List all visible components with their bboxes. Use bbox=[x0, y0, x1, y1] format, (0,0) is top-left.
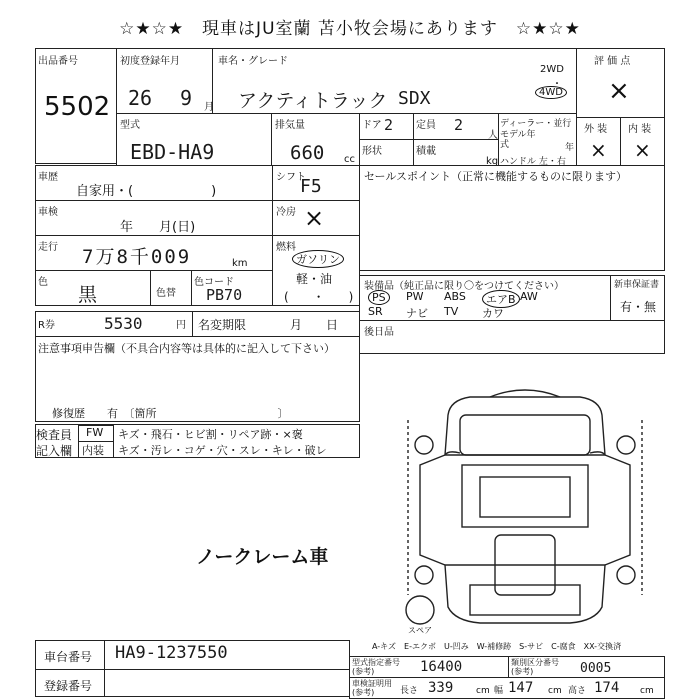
mileage-label: 走行 bbox=[38, 242, 58, 253]
inspector-label-2: 記入欄 bbox=[36, 444, 73, 458]
interior-label: 内 装 bbox=[628, 124, 652, 135]
history-value: 自家用・( ) bbox=[76, 184, 217, 199]
equipment-item: SR bbox=[368, 305, 383, 318]
color-code-label: 色コード bbox=[194, 277, 234, 288]
shift-label: シフト bbox=[276, 172, 306, 183]
car-damage-diagram bbox=[400, 385, 650, 630]
shift-value: F5 bbox=[300, 176, 322, 197]
shape-label: 形状 bbox=[362, 146, 382, 157]
inspection-value: 年 月(日) bbox=[120, 220, 196, 235]
drive-4wd: 4WD bbox=[535, 86, 567, 99]
r-ticket-value: 5530 bbox=[104, 314, 143, 333]
type-designation-value: 16400 bbox=[420, 659, 463, 675]
exterior-label: 外 装 bbox=[584, 124, 608, 135]
length-label: 長さ bbox=[400, 686, 419, 696]
color-code-value: PB70 bbox=[206, 286, 243, 304]
warranty-value: 有・無 bbox=[620, 300, 657, 314]
fw-legend: キズ・飛石・ヒビ割・リペア跡・×褒 bbox=[118, 428, 303, 441]
height-unit: cm bbox=[640, 686, 654, 696]
aircon-value: × bbox=[304, 204, 325, 232]
lot-number: 5502 bbox=[44, 92, 111, 122]
equipment-item: TV bbox=[444, 305, 459, 318]
r-ticket-label: R券 bbox=[38, 320, 55, 331]
grade-value: × bbox=[608, 76, 630, 106]
car-name: アクティトラック bbox=[238, 90, 388, 112]
in-text: 内装 bbox=[82, 444, 104, 457]
lot-label: 出品番号 bbox=[38, 56, 78, 67]
type-designation-label: 型式指定番号(参考) bbox=[352, 658, 400, 676]
car-name-label: 車名・グレード bbox=[218, 56, 288, 67]
load-unit: kg bbox=[486, 156, 499, 167]
class-number-label: 類別区分番号(参考) bbox=[511, 658, 559, 676]
mileage-unit: km bbox=[232, 258, 248, 269]
mileage-value: 7万8千009 bbox=[82, 246, 192, 268]
retrofit-box bbox=[359, 320, 665, 354]
fuel-other: ( ・ ) bbox=[284, 290, 354, 304]
equipment-item: エアB bbox=[482, 290, 520, 308]
width-label: 幅 bbox=[494, 686, 504, 696]
registration-label: 初度登録年月 bbox=[120, 56, 180, 67]
equipment-item: PS bbox=[368, 290, 390, 305]
car-grade: SDX bbox=[398, 88, 431, 109]
equipment-item: ABS bbox=[444, 290, 466, 303]
class-number-value: 0005 bbox=[580, 661, 612, 676]
fuel-gasoline: ガソリン bbox=[292, 250, 344, 268]
color-label: 色 bbox=[38, 277, 48, 288]
repair-label: 修復歴 有 〔箇所 〕 bbox=[52, 407, 289, 420]
load-label: 積載 bbox=[416, 146, 436, 157]
r-ticket-unit: 円 bbox=[176, 320, 186, 331]
sales-point-label: セールスポイント（正常に機能するものに限ります） bbox=[364, 170, 628, 183]
equipment-item: ナビ bbox=[406, 307, 428, 320]
length-value: 339 bbox=[428, 680, 454, 696]
aircon-label: 冷房 bbox=[276, 207, 296, 218]
grade-label: 評 価 点 bbox=[594, 56, 631, 67]
color-value: 黒 bbox=[78, 284, 98, 306]
registration-month: 9 bbox=[180, 86, 193, 110]
capacity-unit: 人 bbox=[488, 130, 498, 141]
engine-value: 660 bbox=[290, 142, 325, 164]
damage-legend: A-キズ E-エクボ U-凹み W-補修跡 S-サビ C-腐食 XX-交換済 bbox=[372, 642, 622, 651]
reg-number-label: 登録番号 bbox=[44, 679, 93, 693]
engine-unit: cc bbox=[344, 154, 355, 165]
name-change-label: 名変期限 bbox=[198, 318, 247, 332]
door-label: ドア bbox=[362, 120, 382, 131]
chassis-value: HA9-1237550 bbox=[115, 643, 228, 663]
model-year-label: モデル年式 bbox=[500, 130, 536, 150]
color-change-label: 色替 bbox=[156, 288, 176, 299]
model-label: 型式 bbox=[120, 120, 140, 131]
page-title: ☆★☆★ 現車はJU室蘭 苫小牧会場にあります ☆★☆★ bbox=[119, 19, 581, 39]
inspection-label: 車検 bbox=[38, 207, 58, 218]
notes-label: 注意事項申告欄（不具合内容等は具体的に記入して下さい） bbox=[38, 342, 335, 355]
model-year-unit: 年 bbox=[565, 143, 575, 153]
equipment-item: AW bbox=[520, 290, 538, 303]
equipment-item: PW bbox=[406, 290, 424, 303]
in-legend: キズ・汚レ・コゲ・穴・スレ・キレ・破レ bbox=[118, 444, 327, 457]
fuel-label: 燃料 bbox=[276, 242, 296, 253]
equipment-item: カワ bbox=[482, 307, 504, 320]
width-unit: cm bbox=[548, 686, 562, 696]
equipment-label: 装備品（純正品に限り〇をつけてください） bbox=[364, 281, 564, 292]
model-value: EBD-HA9 bbox=[130, 140, 215, 164]
capacity-value: 2 bbox=[454, 116, 464, 134]
retrofit-label: 後日品 bbox=[364, 327, 394, 338]
width-value: 147 bbox=[508, 680, 534, 696]
spare-label: スペア bbox=[408, 626, 432, 635]
engine-label: 排気量 bbox=[275, 120, 305, 131]
door-value: 2 bbox=[384, 116, 394, 134]
handle-label: ハンドル 左・右 bbox=[500, 157, 566, 167]
drive-dot: ・ bbox=[552, 79, 562, 90]
chassis-label: 車台番号 bbox=[44, 650, 93, 664]
name-change-value: 月 日 bbox=[290, 318, 339, 332]
exterior-value: × bbox=[590, 138, 607, 162]
fuel-diesel: 軽・油 bbox=[296, 272, 333, 286]
drive-2wd: 2WD bbox=[540, 64, 564, 75]
warranty-label: 新車保証書 bbox=[614, 280, 660, 290]
inspector-label-1: 検査員 bbox=[36, 428, 73, 442]
dimensions-label: 車検証明用(参考) bbox=[352, 679, 392, 697]
registration-year: 26 bbox=[128, 86, 153, 110]
history-label: 車歴 bbox=[38, 172, 58, 183]
length-unit: cm bbox=[476, 686, 490, 696]
fw-text: FW bbox=[86, 426, 104, 439]
no-claim-stamp: ノークレーム車 bbox=[196, 546, 329, 568]
interior-value: × bbox=[634, 138, 651, 162]
dealer-label: ディーラー・並行 bbox=[500, 119, 572, 129]
capacity-label: 定員 bbox=[416, 120, 436, 131]
month-unit: 月 bbox=[204, 102, 214, 113]
height-label: 高さ bbox=[568, 686, 587, 696]
height-value: 174 bbox=[594, 680, 620, 696]
